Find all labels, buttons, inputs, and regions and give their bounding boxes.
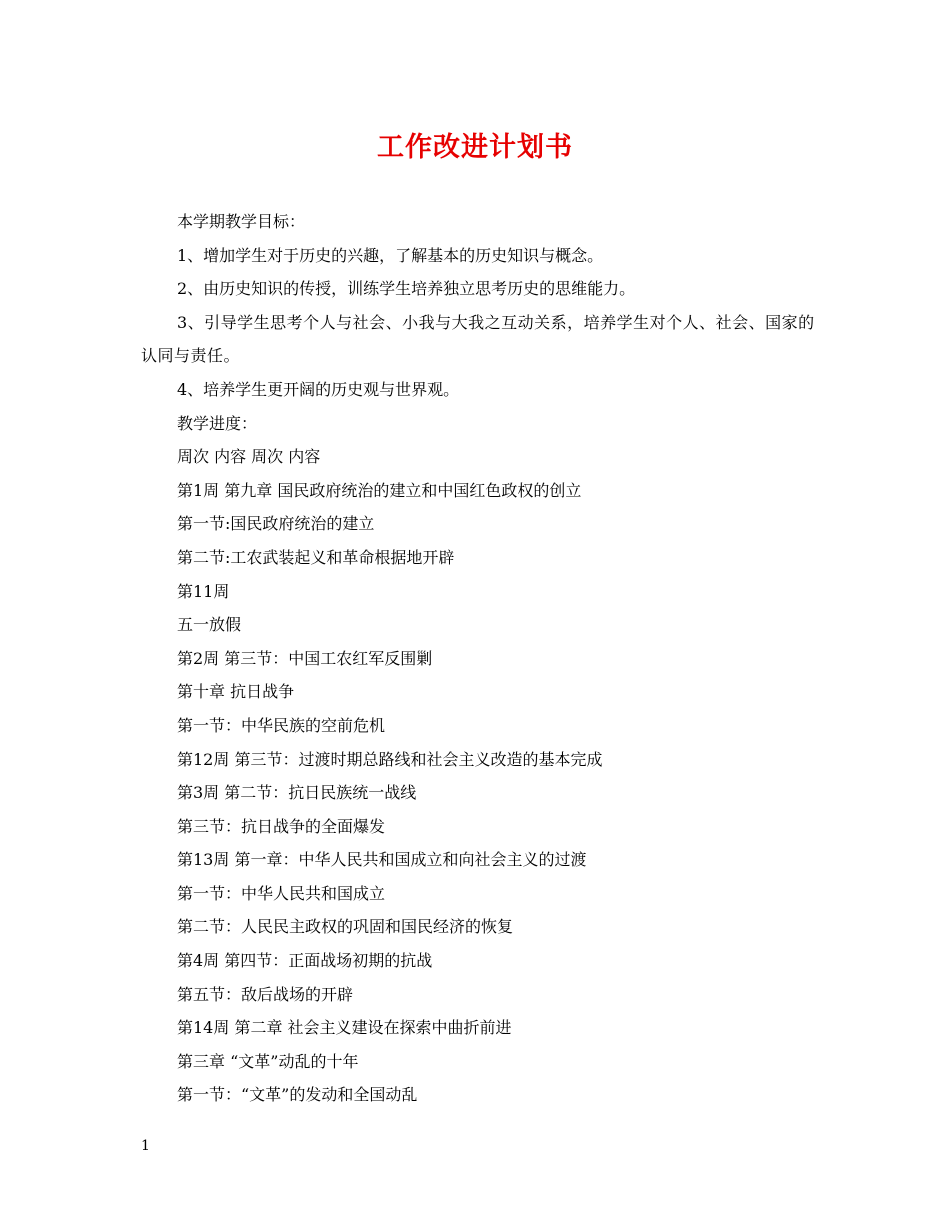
paragraph-line: 第一节:国民政府统治的建立 — [177, 514, 375, 534]
paragraph-line: 2、由历史知识的传授，训练学生培养独立思考历史的思维能力。 — [177, 279, 636, 299]
paragraph-line: 第三节：抗日战争的全面爆发 — [177, 816, 386, 836]
paragraph-line: 第13周 第一章：中华人民共和国成立和向社会主义的过渡 — [177, 850, 587, 870]
paragraph-line: 第一节：“文革”的发动和全国动乱 — [177, 1085, 418, 1105]
paragraph-line: 本学期教学目标： — [177, 212, 306, 231]
paragraph-line: 第11周 — [177, 581, 230, 601]
paragraph-line: 教学进度： — [177, 413, 258, 433]
document-body — [141, 205, 821, 1112]
paragraph-line: 第3周 第二节：抗日民族统一战线 — [177, 783, 417, 803]
paragraph-line: 第五节：敌后战场的开辟 — [177, 984, 354, 1004]
paragraph-line: 第1周 第九章 国民政府统治的建立和中国红色政权的创立 — [177, 480, 582, 500]
paragraph-line: 第十章 抗日战争 — [177, 682, 295, 702]
paragraph-line: 第一节：中华人民共和国成立 — [177, 883, 386, 903]
paragraph-line: 4、培养学生更开阔的历史观与世界观。 — [177, 379, 460, 399]
paragraph-line: 第4周 第四节：正面战场初期的抗战 — [177, 951, 433, 971]
page-number: 1 — [141, 1138, 150, 1154]
paragraph-line: 第二节:工农武装起义和革命根据地开辟 — [177, 547, 455, 567]
paragraph-line: 1、增加学生对于历史的兴趣，了解基本的历史知识与概念。 — [177, 245, 604, 265]
paragraph-line: 第2周 第三节：中国工农红军反围剿 — [177, 648, 433, 668]
paragraph-line: 周次 内容 周次 内容 — [177, 447, 321, 467]
paragraph-line: 第三章 “文革”动乱的十年 — [177, 1051, 359, 1071]
paragraph-line: 3、引导学生思考个人与社会、小我与大我之互动关系，培养学生对个人、社会、国家的认同与责任。 — [141, 312, 815, 366]
paragraph-line: 五一放假 — [177, 615, 242, 635]
paragraph-line: 第14周 第二章 社会主义建设在探索中曲折前进 — [177, 1018, 512, 1038]
paragraph-line: 第12周 第三节：过渡时期总路线和社会主义改造的基本完成 — [177, 749, 603, 769]
paragraph-line: 第一节：中华民族的空前危机 — [177, 715, 386, 735]
paragraph-line: 第二节：人民民主政权的巩固和国民经济的恢复 — [177, 917, 514, 937]
document-title: 工作改进计划书 — [377, 132, 573, 163]
